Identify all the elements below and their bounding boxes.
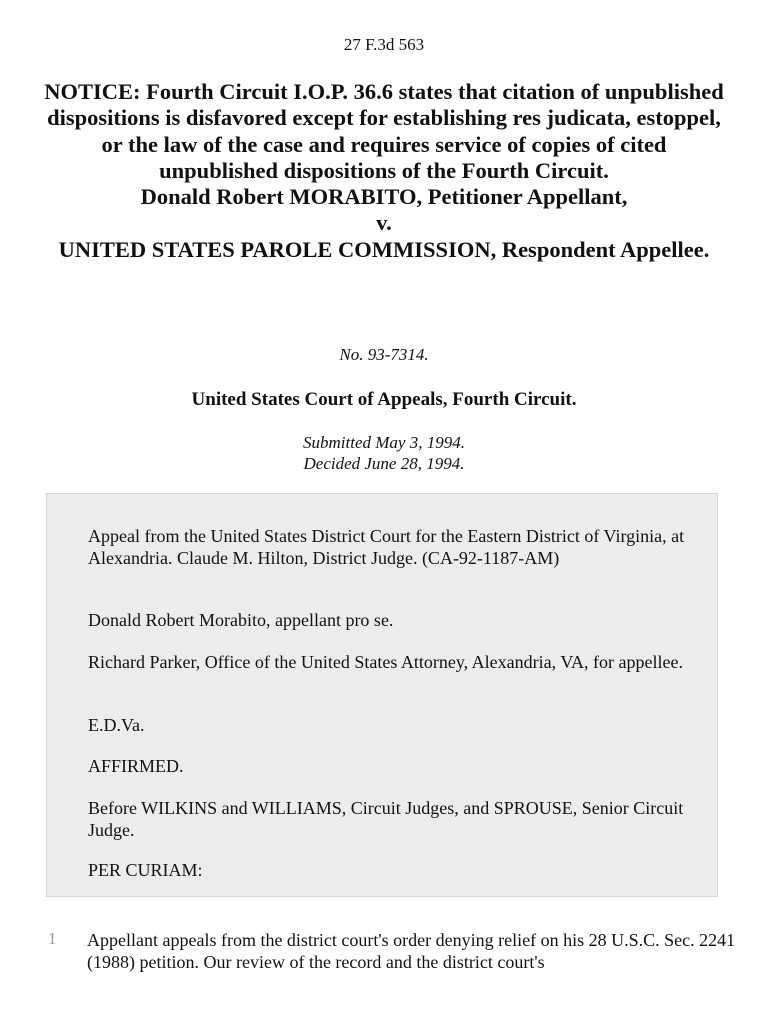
district: E.D.Va. — [88, 715, 145, 735]
docket-number: No. 93-7314. — [339, 345, 429, 364]
case-heading — [40, 79, 728, 263]
paragraph-number: 1 — [48, 929, 57, 948]
case-summary-box — [46, 493, 718, 897]
court-name: United States Court of Appeals, Fourth Circuit. — [191, 389, 577, 410]
respondent-name: UNITED STATES PAROLE COMMISSION, Respondent Appellee. — [58, 236, 710, 262]
notice-text: NOTICE: Fourth Circuit I.O.P. 36.6 states that citation of unpublished dispositions is disfavored except for establishing res judicata, estoppel, or the law of the case and requires service of copies of cited unpublished dispositions of the Fourth Circuit. — [44, 79, 724, 183]
appellee-counsel: Richard Parker, Office of the United States Attorney, Alexandria, VA, for appellee. — [88, 652, 683, 672]
decided-date: Decided June 28, 1994. — [303, 454, 465, 473]
opinion-paragraph: Appellant appeals from the district court's order denying relief on his 28 U.S.C. Sec. 2241 (1988) petition. Our review of the record and the district court's — [87, 930, 736, 972]
submitted-date: Submitted May 3, 1994. — [303, 433, 465, 452]
panel: Before WILKINS and WILLIAMS, Circuit Judges, and SPROUSE, Senior Circuit Judge. — [88, 798, 684, 840]
appeal-from: Appeal from the United States District Court for the Eastern District of Virginia, at Alexandria. Claude M. Hilton, District Judge. (CA-92-1187-AM) — [88, 526, 685, 568]
case-dates — [0, 432, 768, 474]
citation: 27 F.3d 563 — [343, 35, 425, 54]
disposition: AFFIRMED. — [88, 756, 184, 776]
appellant-counsel: Donald Robert Morabito, appellant pro se. — [88, 610, 394, 630]
per-curiam: PER CURIAM: — [88, 860, 203, 880]
petitioner-name: Donald Robert MORABITO, Petitioner Appellant, — [140, 184, 628, 210]
versus: v. — [376, 210, 392, 236]
